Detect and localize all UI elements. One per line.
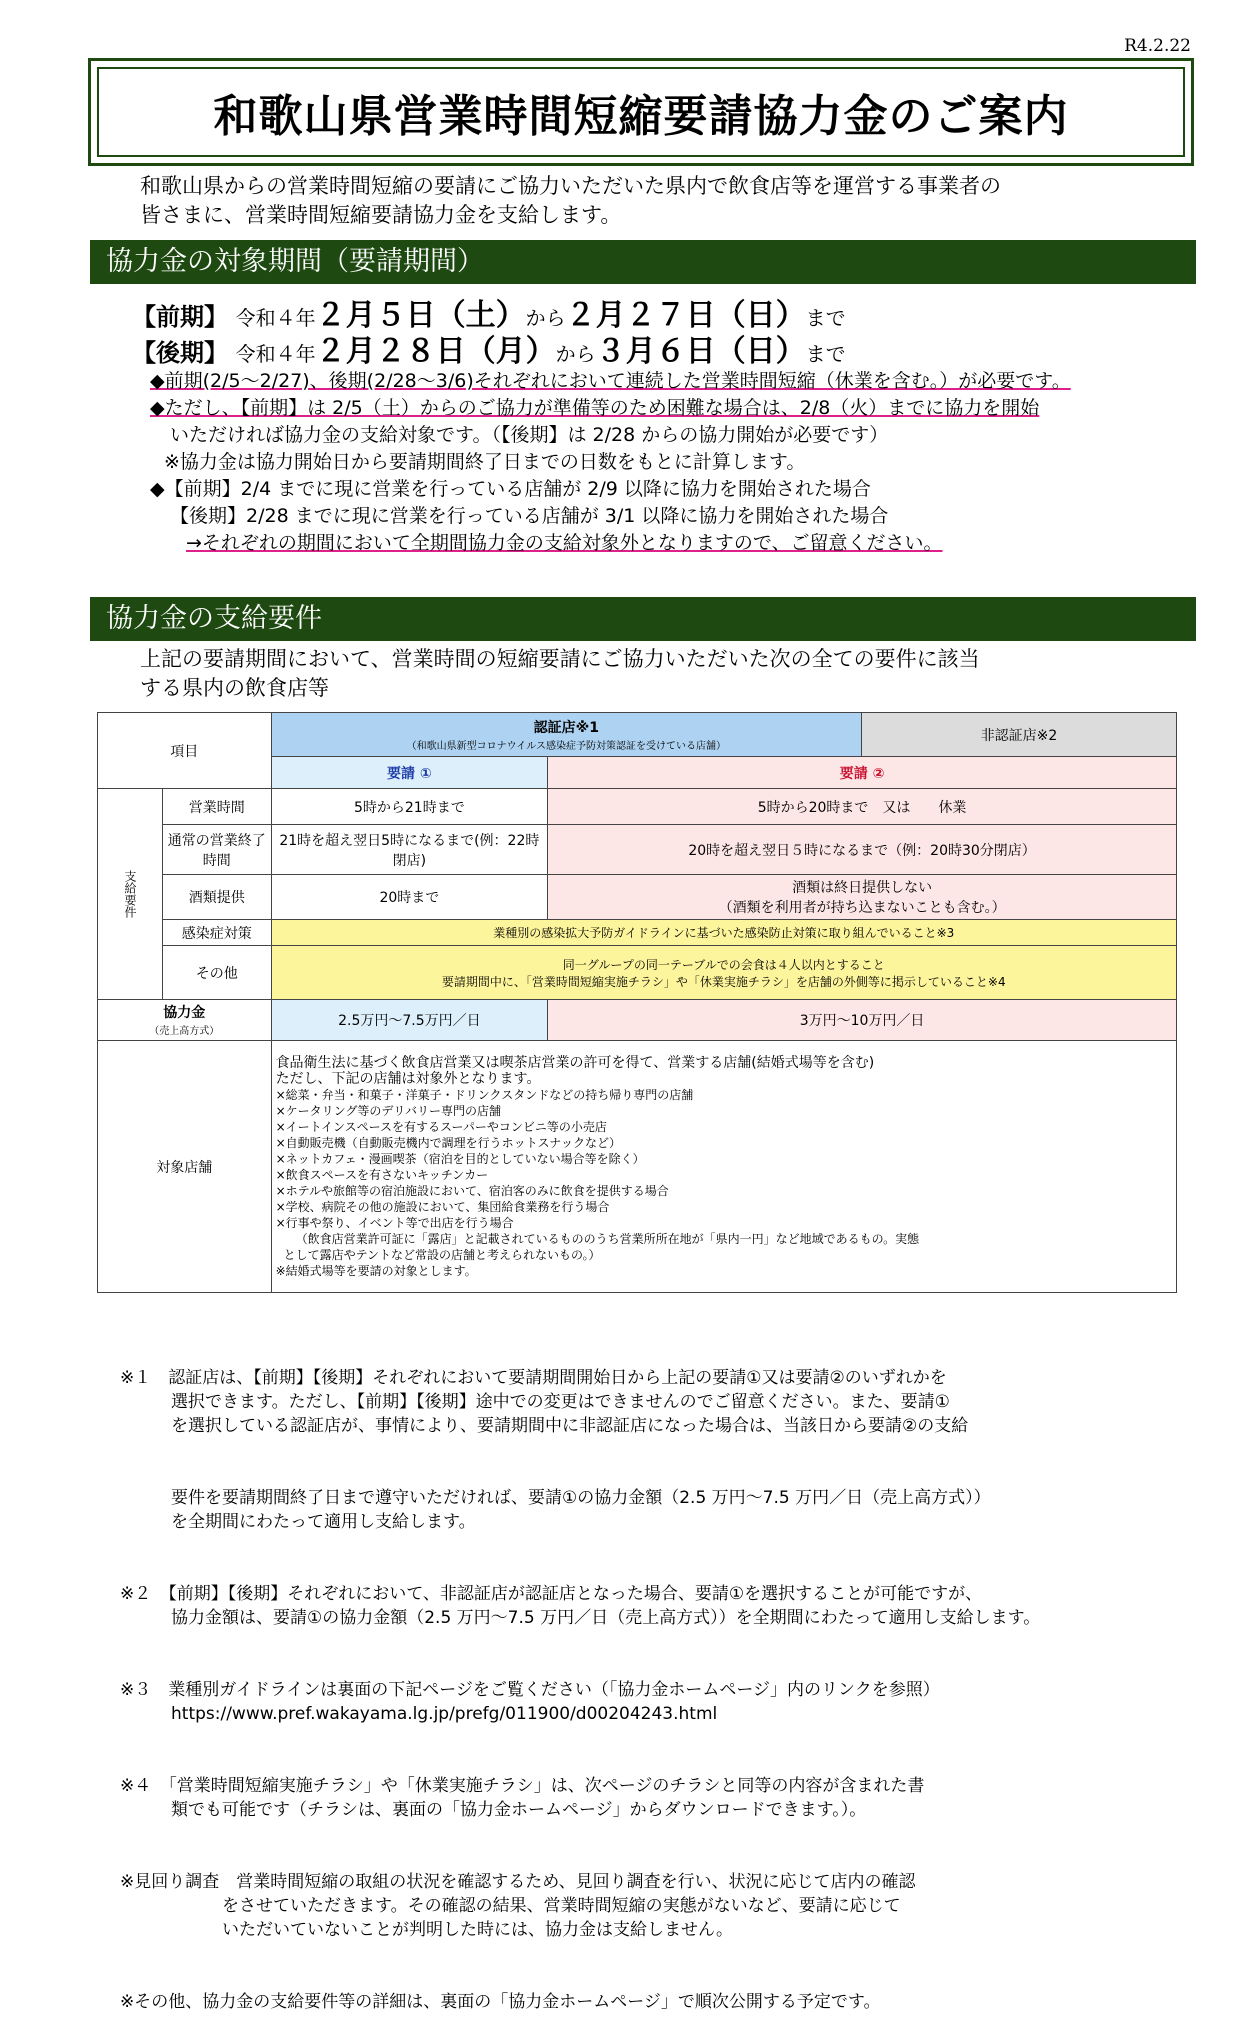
cell: 20時まで [271, 875, 548, 920]
shops-label: 対象店舗 [98, 1041, 272, 1293]
title-frame [88, 58, 1194, 166]
requirements-intro: 上記の要請期間において、営業時間の短縮要請にご協力いただいた次の全ての要件に該当 する県内の飲食店等 [140, 647, 980, 700]
cell: 同一グループの同一テーブルでの会食は４人以内とすること 要請期間中に、「営業時間短縮実施チラシ」や「休業実施チラシ」を店舗の外側等に掲示していること※4 [271, 946, 1176, 1000]
requirements-table [97, 712, 1177, 1293]
row-label: 通常の営業終了時間 [163, 825, 272, 875]
section-heading-period: 協力金の対象期間（要請期間） [90, 240, 1196, 284]
money-label: 協力金 （売上高方式） [98, 1000, 272, 1041]
footnotes: ※１ 認証店は、【前期】【後期】それぞれにおいて要請期間開始日から上記の要請①又は要請②のいずれかを 選択できます。ただし、【前期】【後期】途中での変更はできませんのでご留意ください。また、要請① を選択している認証店が、事情により、要請期間中に非認証店になった場合は、当該日から要請②の支給 要件を要請期間終了日まで遵守いただければ、要請①の協力金額（2.5 万円～7.5 万円／日（売上高方式）） を全期間にわたって適用し支給します。 ※２ 【前期】【後期】それぞれにおいて、非認証店が認証店となった場合、要請①を選択することが可能ですが、 協力金額は、要請①の協力金額（2.5 万円～7.5 万円／日（売上高方式））を全期間にわたって適用し支給します。 ※３ 業種別ガイドラインは裏面の下記ページをご覧ください（「協力金ホームページ」内のリンクを参照） https://www.pref.wakayama.lg.jp/prefg/011900/d00204243.html ※４ 「営業時間短縮実施チラシ」や「休業実施チラシ」は、次ページのチラシと同等の内容が含まれた書 類でも可能です（チラシは、裏面の「協力金ホームページ」からダウンロードできます。）。 ※見回り調査 営業時間短縮の取組の状況を確認するため、見回り調査を行い、状況に応じて店内の確認 をさせていただきます。その確認の結果、営業時間短縮の実態がないなど、要請に応じて いただいていないことが判明した時には、協力金は支給しません。 ※その他、協力金の支給要件等の詳細は、裏面の「協力金ホームページ」で順次公開する予定です。 [120, 1368, 1041, 2012]
req2-header: 要請 ② [548, 757, 1177, 789]
row-label: その他 [163, 946, 272, 1000]
cell: 3万円～10万円／日 [548, 1000, 1177, 1041]
shops-cell: 食品衛生法に基づく飲食店営業又は喫茶店営業の許可を得て、営業する店舗(結婚式場等を含む) ただし、下記の店舗は対象外となります。 ×総菜・弁当・和菓子・洋菓子・ドリンクスタンドなどの持ち帰り専門の店舗 ×ケータリング等のデリバリー専門の店舗 ×イートインスペースを有するスーパーやコンビニ等の小売店 ×自動販売機（自動販売機内で調理を行うホットスナックなど） ×ネットカフェ・漫画喫茶（宿泊を目的としていない場合等を除く） ×飲食スペースを有さないキッチンカー ×ホテルや旅館等の宿泊施設において、宿泊客のみに飲食を提供する場合 ×学校、病院その他の施設において、集団給食業務を行う場合 ×行事や祭り、イベント等で出店を行う場合 （飲食店営業許可証に「露店」と記載されているもののうち営業所所在地が「県内一円」など地域であるもの。実態 として露店やテントなど常設の店舗と考えられないもの。） ※結婚式場等を要請の対象とします。 [271, 1041, 1176, 1293]
page-title: 和歌山県営業時間短縮要請協力金のご案内 [213, 91, 1069, 142]
row-label: 酒類提供 [163, 875, 272, 920]
period-notes: ◆前期(2/5～2/27)、後期(2/28～3/6)それぞれにおいて連続した営業時間短縮（休業を含む。）が必要です。 ◆ただし、【前期】は 2/5（土）からのご協力が準備等のため困難な場合は、2/8（火）までに協力を開始 いただければ協力金の支給対象です。（【後期】は 2/28 からの協力開始が必要です） ※協力金は協力開始日から要請期間終了日までの日数をもとに計算します。 ◆【前期】2/4 までに現に営業を行っている店舗が 2/9 以降に協力を開始された場合 【後期】2/28 までに現に営業を行っている店舗が 3/1 以降に協力を開始された場合 →それぞれの期間において全期間協力金の支給対象外となりますので、ご留意ください。 [150, 370, 1071, 554]
period-first: 【前期】 令和４年２月５日（土）から２月２７日（日）まで [132, 298, 846, 333]
row-label: 営業時間 [163, 789, 272, 825]
cell: 2.5万円～7.5万円／日 [271, 1000, 548, 1041]
item-header: 項目 [98, 713, 272, 789]
cell: 20時を超え翌日５時になるまで（例：20時30分閉店） [548, 825, 1177, 875]
cell: 5時から21時まで [271, 789, 548, 825]
row-label: 感染症対策 [163, 920, 272, 946]
cell: 酒類は終日提供しない （酒類を利用者が持ち込まないことも含む。） [548, 875, 1177, 920]
document-date: R4.2.22 [1124, 36, 1191, 56]
period-second: 【後期】 令和４年２月２８日（月）から３月６日（日）まで [132, 334, 846, 369]
cert-header: 認証店※1 （和歌山県新型コロナウイルス感染症予防対策認証を受けている店舗） [271, 713, 861, 757]
side-label: 支給要件 [98, 789, 163, 1000]
cell: 21時を超え翌日5時になるまで(例：22時閉店) [271, 825, 548, 875]
req1-header: 要請 ① [271, 757, 548, 789]
noncert-header: 非認証店※2 [862, 713, 1177, 757]
intro-text: 和歌山県からの営業時間短縮の要請にご協力いただいた県内で飲食店等を運営する事業者の 皆さまに、営業時間短縮要請協力金を支給します。 [140, 174, 1001, 227]
section-heading-requirements: 協力金の支給要件 [90, 597, 1196, 641]
cell: 業種別の感染拡大予防ガイドラインに基づいた感染防止対策に取り組んでいること※3 [271, 920, 1176, 946]
guideline-link[interactable]: https://www.pref.wakayama.lg.jp/prefg/011900/d00204243.html [120, 1704, 718, 1724]
cell: 5時から20時まで 又は 休業 [548, 789, 1177, 825]
